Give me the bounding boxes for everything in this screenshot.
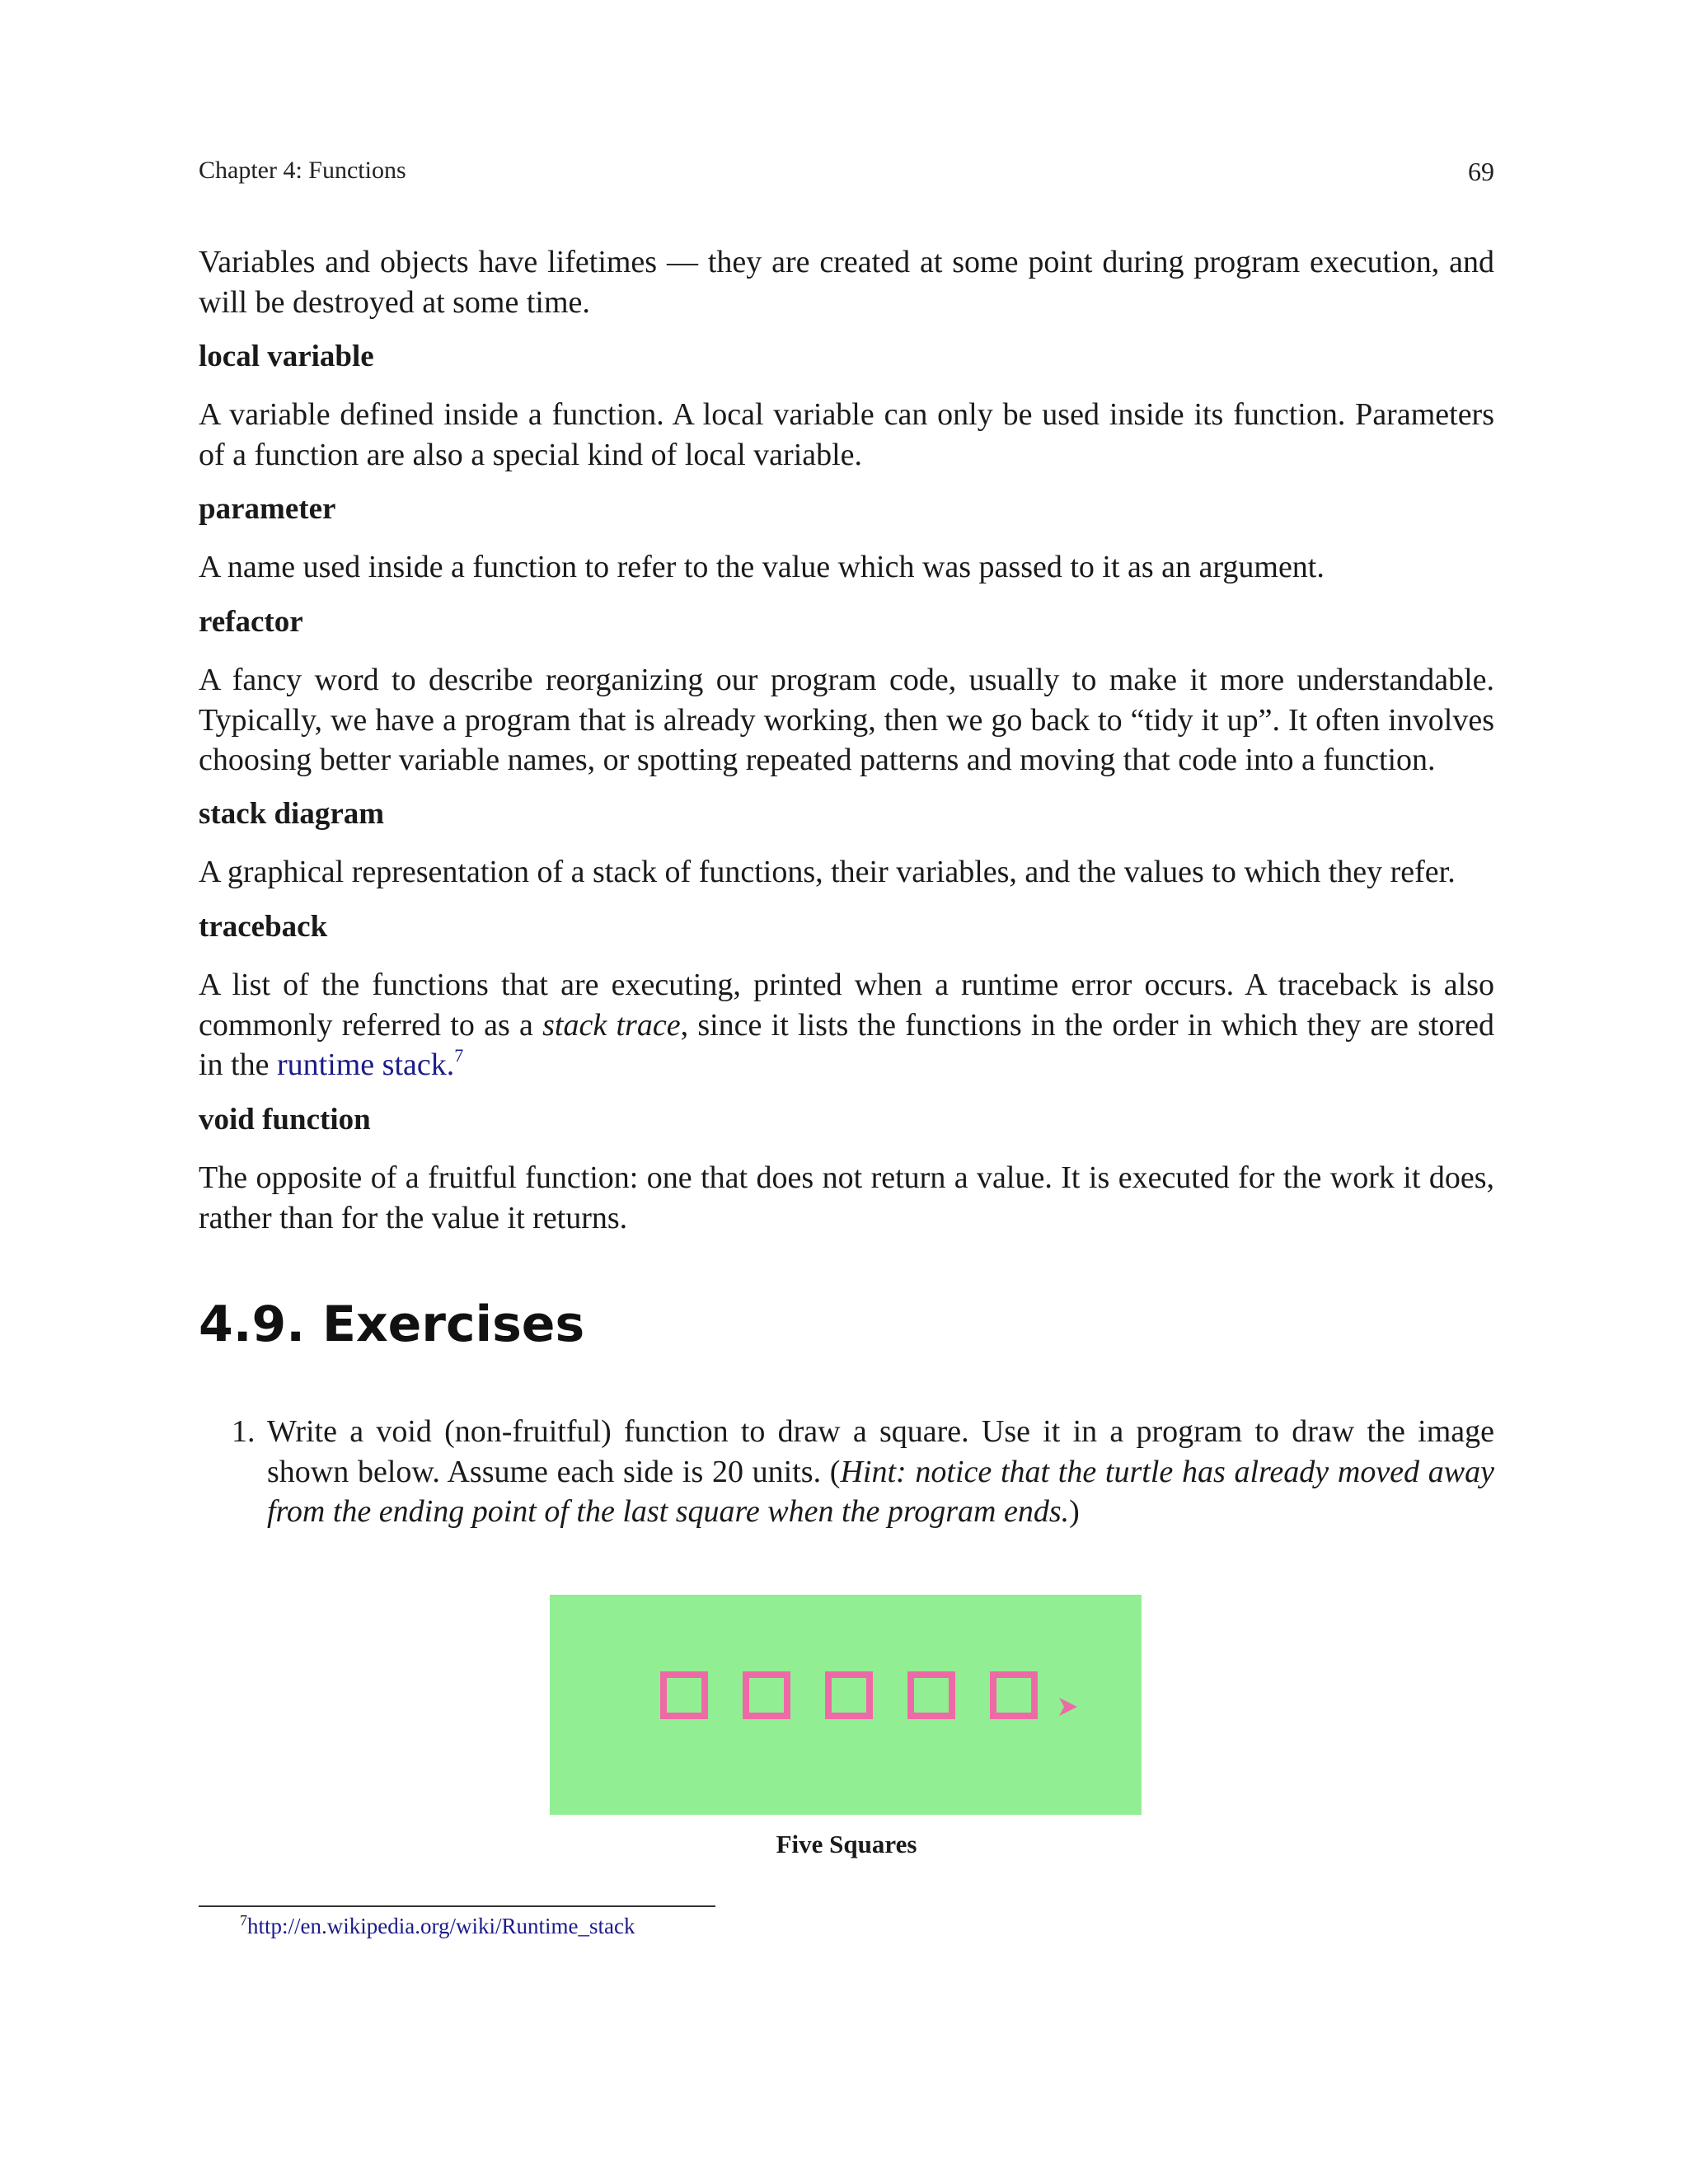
exercise-number: 1. [232, 1414, 256, 1449]
glossary-definition: A fancy word to describe reorganizing our program code, usually to make it more understandable. Typically, we have a program that is already working, then we go back to “tidy it up”. It often involves choosing better variable names, or spotting repeated patterns and moving that code into a function. [199, 663, 1494, 777]
square-shape [993, 1675, 1034, 1716]
glossary-term: parameter [199, 492, 336, 526]
glossary-definition: A variable defined inside a function. A local variable can only be used inside its function. Parameters of a function are also a special kind of local variable. [199, 397, 1494, 472]
intro-paragraph: Variables and objects have lifetimes — they are created at some point during program execution, and will be destroyed at some time. [199, 245, 1494, 320]
five-squares-figure [550, 1595, 1142, 1815]
glossary-definition: The opposite of a fruitful function: one that does not return a value. It is executed for the work it does, rather than for the value it returns. [199, 1160, 1494, 1235]
glossary-term: stack diagram [199, 797, 385, 831]
exercise-body-end: ) [1069, 1494, 1080, 1529]
definition-text: , since it lists the functions in the order in which they are stored in the [199, 1007, 1494, 1082]
glossary-term: traceback [199, 910, 328, 944]
glossary-definition [199, 965, 1494, 1085]
footnote-divider [199, 1905, 715, 1907]
exercise-hint: Hint: notice that the turtle has already moved away from the ending point of the last square when the program ends. [267, 1454, 1494, 1529]
glossary-definition: A graphical representation of a stack of functions, their variables, and the values to which they refer. [199, 855, 1456, 889]
turtle-arrow-icon [1059, 1698, 1077, 1716]
footnote-link[interactable]: http://en.wikipedia.org/wiki/Runtime_stack [247, 1914, 635, 1938]
section-heading: 4.9. Exercises [199, 1296, 585, 1353]
square-shape [911, 1675, 952, 1716]
glossary-term: void function [199, 1103, 371, 1137]
glossary-term: local variable [199, 340, 374, 373]
definition-emphasis: stack trace [542, 1007, 681, 1043]
footnote-marker[interactable]: 7 [454, 1045, 464, 1066]
turtle-drawing [550, 1595, 1142, 1815]
footnote-number: 7 [240, 1912, 247, 1929]
square-shape [663, 1675, 705, 1716]
footnote [240, 1912, 635, 1940]
exercise-body: Write a void (non-fruitful) function to draw a square. Use it in a program to draw the image shown below. Assume each side is 20 units. ( [267, 1414, 1494, 1489]
square-shape [746, 1675, 787, 1716]
page-number: 69 [1468, 157, 1494, 186]
glossary-definition: A name used inside a function to refer to the value which was passed to it as an argument. [199, 550, 1325, 584]
figure-caption: Five Squares [776, 1830, 917, 1858]
runtime-stack-link[interactable]: runtime stack. [276, 1047, 455, 1082]
glossary-term: refactor [199, 605, 303, 639]
square-shape [828, 1675, 870, 1716]
definition-text: A list of the functions that are executing, printed when a runtime error occurs. A traceback is also commonly referred to as a [199, 968, 1494, 1043]
chapter-title: Chapter 4: Functions [199, 157, 406, 184]
exercise-text [267, 1412, 1494, 1532]
